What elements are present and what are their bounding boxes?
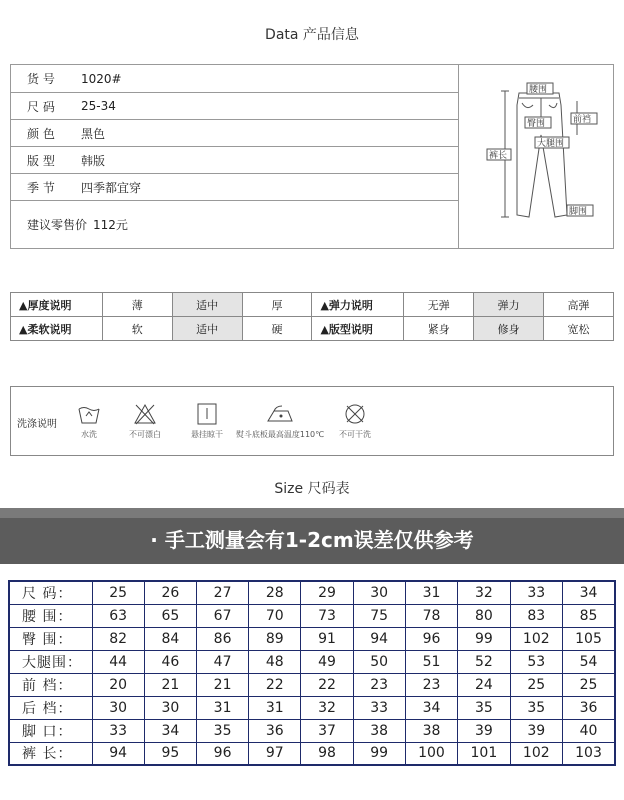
size-cell: 32 [458,581,510,604]
info-key: 货 号 [27,72,55,86]
size-cell: 22 [301,673,353,696]
info-row-season [11,174,458,201]
size-cell: 65 [144,604,196,627]
info-value: 黑色 [81,126,106,141]
info-key: 颜 色 [27,126,55,141]
measurement-note-banner [0,508,624,564]
size-cell: 20 [92,673,144,696]
size-cell: 97 [249,742,301,765]
info-value: 韩版 [81,153,106,168]
wash-item-label: 水洗 [81,430,97,439]
size-cell: 44 [92,650,144,673]
info-row-fit [11,147,458,174]
size-cell: 95 [144,742,196,765]
size-row [9,627,615,650]
size-cell: 102 [510,742,562,765]
banner-stripe [0,508,624,518]
size-cell: 35 [196,719,248,742]
prop-option-selected: 适中 [172,317,242,341]
size-cell: 31 [405,581,457,604]
info-value: 四季都宜穿 [81,180,142,195]
wash-item-label: 不可干洗 [339,430,371,439]
size-cell: 52 [458,650,510,673]
size-cell: 51 [405,650,457,673]
size-title: Size 尺码表 [274,481,350,497]
size-cell: 54 [563,650,616,673]
size-cell: 98 [301,742,353,765]
size-row-label: 前 档： [9,673,92,696]
size-cell: 40 [563,719,616,742]
prop-option: 薄 [102,293,172,317]
info-row-size [11,93,458,120]
size-cell: 39 [510,719,562,742]
info-row-price [11,201,458,248]
size-row [9,719,615,742]
size-cell: 39 [458,719,510,742]
size-cell: 23 [353,673,405,696]
size-cell: 32 [301,696,353,719]
prop-option: 软 [102,317,172,341]
size-cell: 26 [144,581,196,604]
size-cell: 48 [249,650,301,673]
wash-item [233,403,327,440]
info-key: 季 节 [27,180,55,195]
hang-dry-icon [195,403,219,425]
size-cell: 27 [196,581,248,604]
prop-option-selected: 适中 [172,293,242,317]
size-cell: 25 [510,673,562,696]
diagram-waist-label: 腰围 [529,85,548,95]
wash-item-label: 熨斗底板最高温度110℃ [235,430,325,439]
size-row [9,742,615,765]
size-cell: 34 [144,719,196,742]
size-cell: 22 [249,673,301,696]
prop-option: 宽松 [544,317,614,341]
wash-item [69,403,109,440]
pants-outline-icon [459,65,615,248]
size-cell: 33 [92,719,144,742]
info-value: 1020# [81,71,122,86]
product-info-box [10,64,614,249]
size-cell: 33 [353,696,405,719]
softness-label: ▲柔软说明 [11,317,103,341]
size-cell: 49 [301,650,353,673]
size-cell: 105 [563,627,616,650]
size-cell: 99 [353,742,405,765]
size-row [9,696,615,719]
size-cell: 96 [196,742,248,765]
wash-item-label: 悬挂晾干 [191,430,223,439]
size-row [9,673,615,696]
prop-option: 无弹 [404,293,474,317]
size-cell: 34 [563,581,616,604]
size-cell: 23 [405,673,457,696]
info-key: 尺 码 [27,99,55,114]
size-cell: 38 [353,719,405,742]
size-cell: 83 [510,604,562,627]
diagram-front-rise-label: 前裆 [573,115,592,125]
size-cell: 28 [249,581,301,604]
size-chart-table [8,580,616,766]
thickness-label: ▲厚度说明 [11,293,103,317]
diagram-length-label: 裤长 [489,151,508,161]
size-cell: 67 [196,604,248,627]
elasticity-label: ▲弹力说明 [312,293,404,317]
hand-wash-icon [77,403,101,425]
size-cell: 25 [563,673,616,696]
info-key: 建议零售价 [27,218,88,232]
size-cell: 82 [92,627,144,650]
size-row-label: 脚 口： [9,719,92,742]
size-cell: 24 [458,673,510,696]
info-value: 25-34 [81,99,116,113]
prop-row [11,293,614,317]
prop-row [11,317,614,341]
diagram-hem-label: 脚围 [569,207,588,217]
pants-diagram [458,65,614,248]
size-cell: 35 [458,696,510,719]
wash-item-label: 不可漂白 [129,430,161,439]
size-cell: 94 [92,742,144,765]
size-cell: 53 [510,650,562,673]
size-cell: 91 [301,627,353,650]
size-cell: 94 [353,627,405,650]
size-cell: 100 [405,742,457,765]
size-cell: 50 [353,650,405,673]
prop-option-selected: 弹力 [474,293,544,317]
wash-item [123,403,167,440]
size-row [9,650,615,673]
size-row-label: 大腿围： [9,650,92,673]
wash-item [185,403,229,440]
prop-option: 高弹 [544,293,614,317]
wash-item [333,403,377,440]
info-value: 112元 [93,218,128,232]
data-title: Data 产品信息 [265,27,359,43]
size-cell: 33 [510,581,562,604]
size-cell: 31 [249,696,301,719]
wash-label: 洗涤说明 [17,419,57,430]
size-cell: 21 [196,673,248,696]
info-row-color [11,120,458,147]
size-row-label: 腰 围： [9,604,92,627]
properties-table [10,292,614,341]
size-cell: 35 [510,696,562,719]
size-row [9,581,615,604]
banner-text: · 手工测量会有1-2cm误差仅供参考 [150,528,474,552]
size-cell: 86 [196,627,248,650]
prop-option-selected: 修身 [474,317,544,341]
diagram-hip-label: 臀围 [527,119,546,129]
size-cell: 85 [563,604,616,627]
info-key: 版 型 [27,153,55,168]
info-row-item-no [11,65,458,93]
size-cell: 25 [92,581,144,604]
size-cell: 78 [405,604,457,627]
prop-option: 紧身 [404,317,474,341]
size-cell: 80 [458,604,510,627]
wash-instructions [10,386,614,456]
size-cell: 75 [353,604,405,627]
size-cell: 63 [92,604,144,627]
size-cell: 34 [405,696,457,719]
size-cell: 30 [353,581,405,604]
fit-label: ▲版型说明 [312,317,404,341]
no-dry-clean-icon [343,403,367,425]
size-row-label: 尺 码： [9,581,92,604]
iron-icon [266,403,294,425]
size-cell: 29 [301,581,353,604]
size-cell: 70 [249,604,301,627]
size-cell: 30 [92,696,144,719]
size-cell: 36 [563,696,616,719]
diagram-thigh-label: 大腿围 [537,139,565,149]
prop-option: 硬 [242,317,312,341]
size-cell: 38 [405,719,457,742]
size-cell: 21 [144,673,196,696]
size-cell: 84 [144,627,196,650]
size-row-label: 臀 围： [9,627,92,650]
size-cell: 47 [196,650,248,673]
size-cell: 96 [405,627,457,650]
size-cell: 36 [249,719,301,742]
size-cell: 103 [563,742,616,765]
size-cell: 31 [196,696,248,719]
size-cell: 102 [510,627,562,650]
size-cell: 99 [458,627,510,650]
size-cell: 46 [144,650,196,673]
size-cell: 30 [144,696,196,719]
size-cell: 101 [458,742,510,765]
size-cell: 37 [301,719,353,742]
size-cell: 73 [301,604,353,627]
prop-option: 厚 [242,293,312,317]
size-cell: 89 [249,627,301,650]
no-bleach-icon [133,403,157,425]
size-row [9,604,615,627]
size-row-label: 裤 长： [9,742,92,765]
size-row-label: 后 档： [9,696,92,719]
